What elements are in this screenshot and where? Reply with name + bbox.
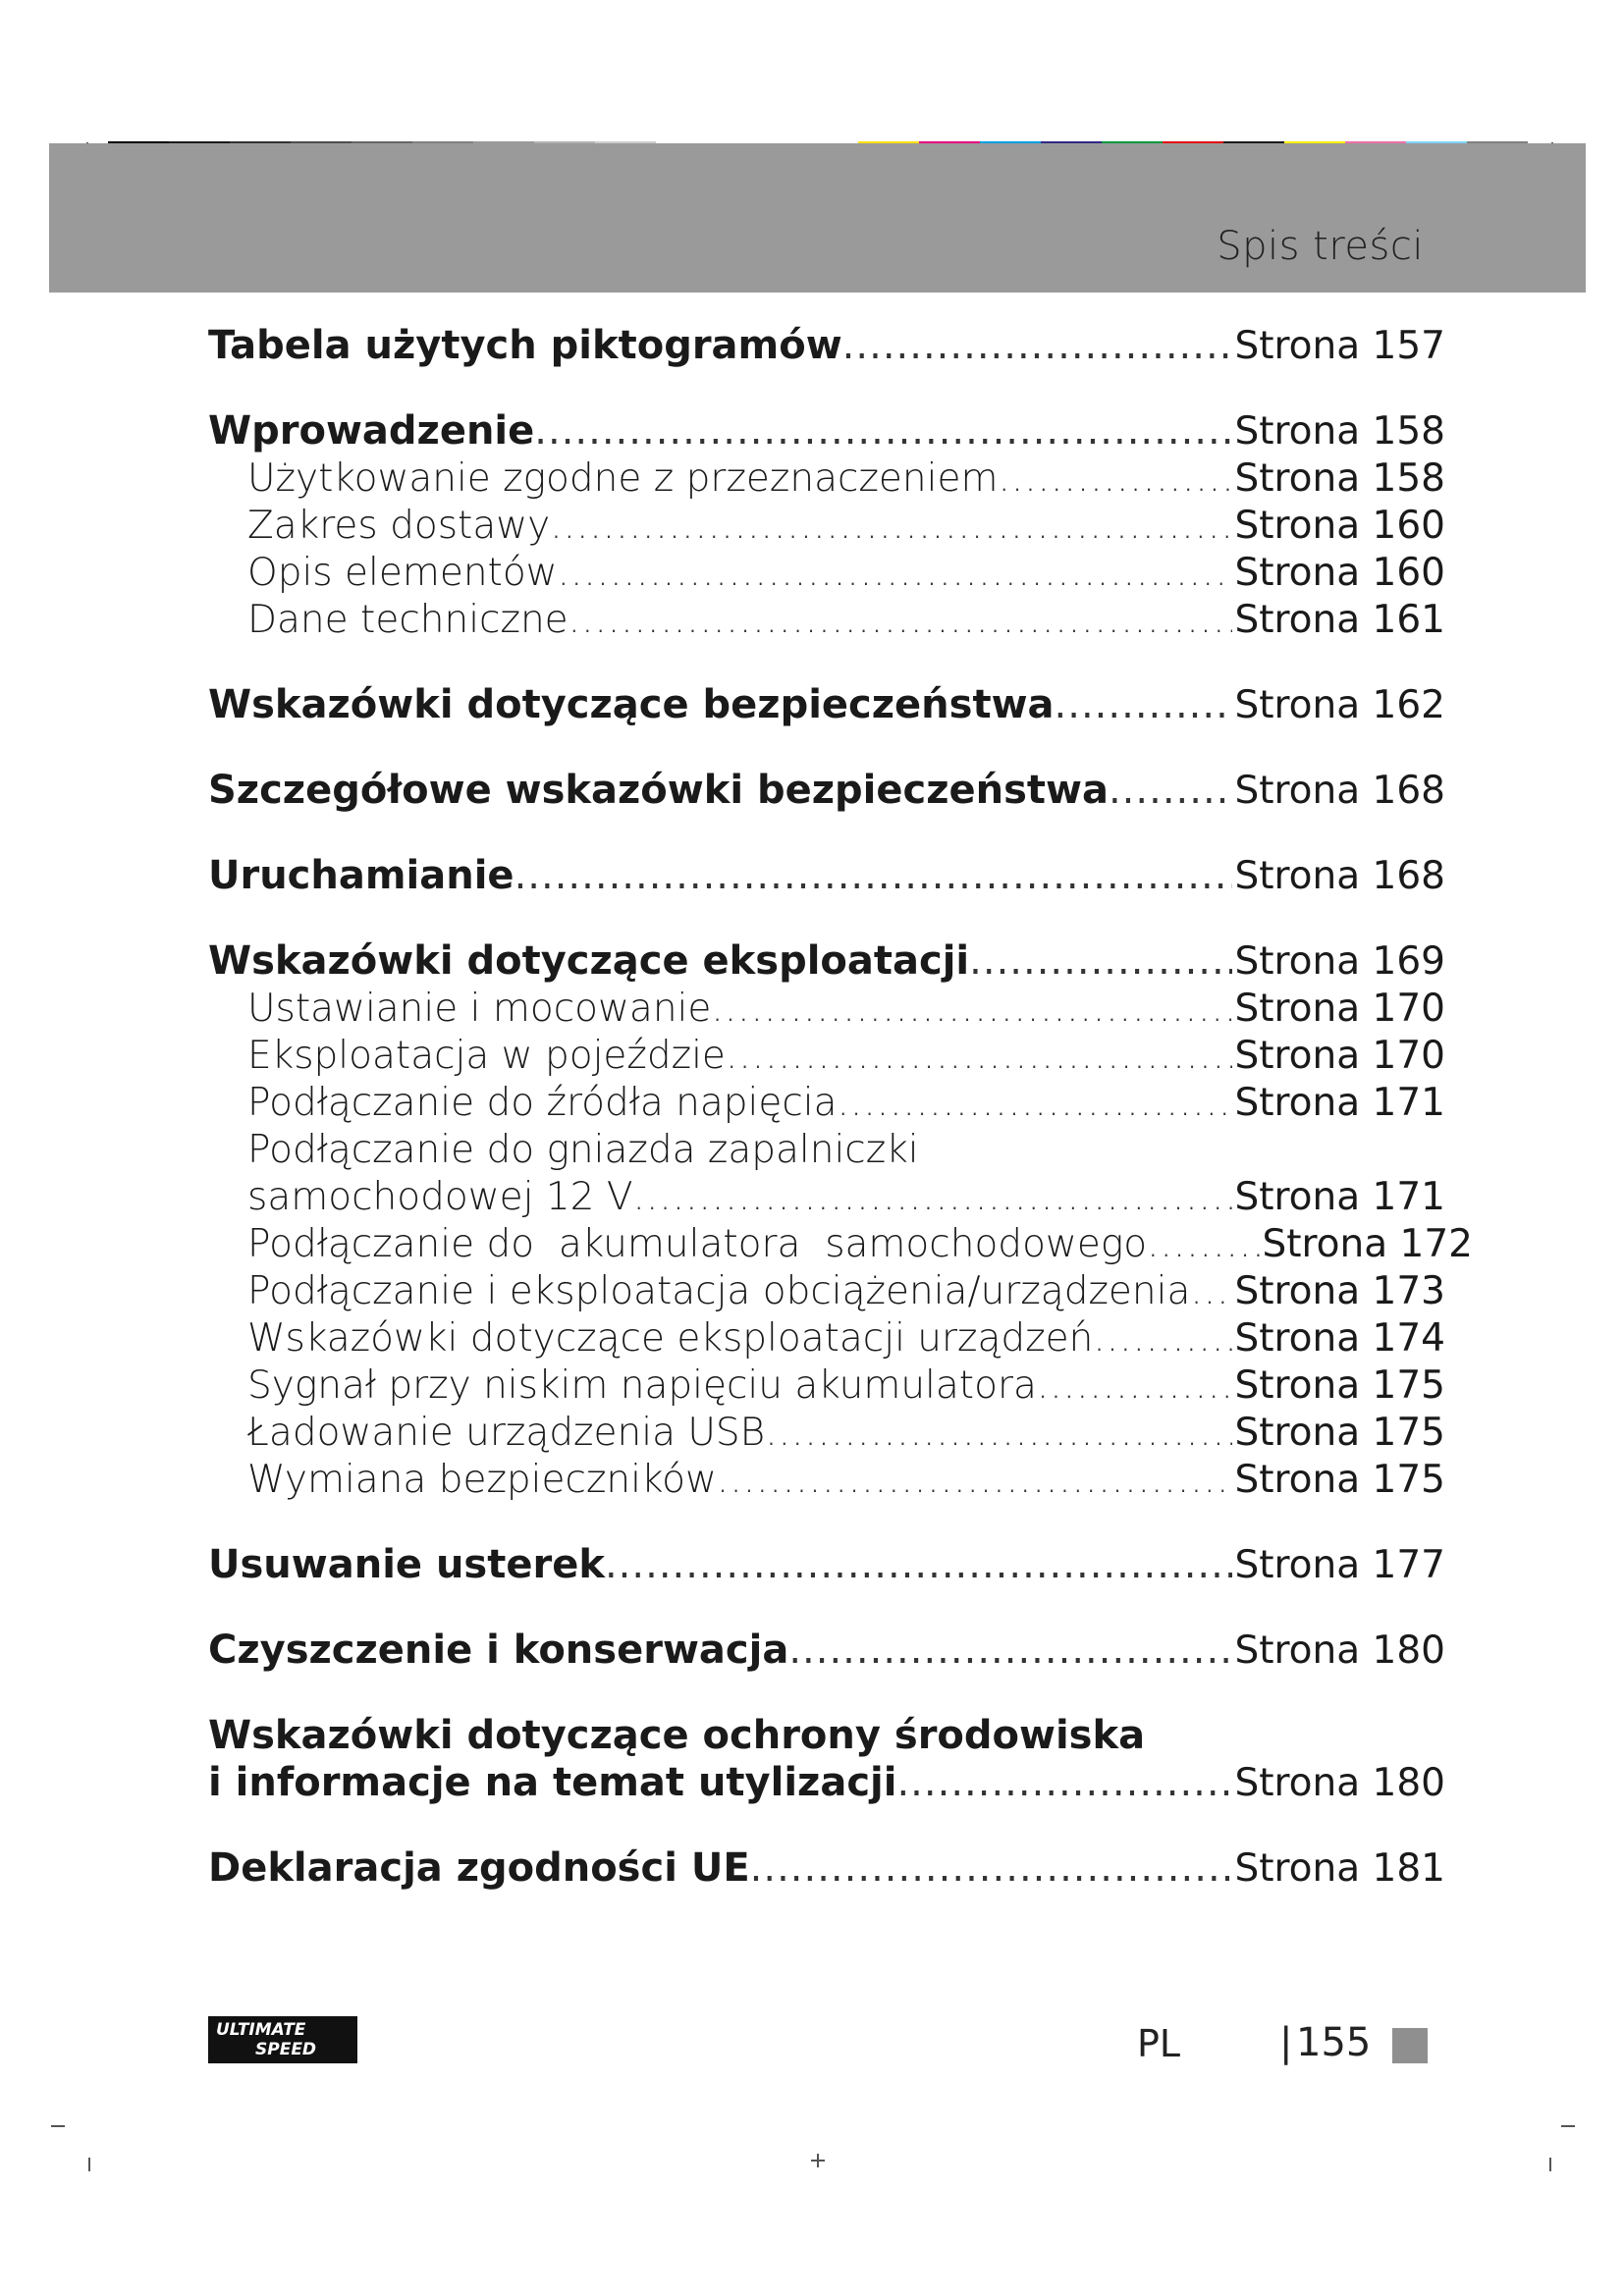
toc-subentry[interactable] bbox=[208, 597, 1445, 644]
toc-entry-label: Dane techniczne bbox=[247, 598, 568, 642]
leader-dots bbox=[1037, 1362, 1233, 1410]
toc-subentry[interactable] bbox=[208, 1221, 1473, 1268]
toc-entry[interactable] bbox=[208, 322, 1445, 370]
toc-entry-page: Strona 174 bbox=[1234, 1316, 1445, 1361]
brand-logo bbox=[208, 2016, 357, 2063]
page-number-separator: | bbox=[1279, 2020, 1293, 2065]
toc-entry-label: Podłączanie do akumulatora samochodowego bbox=[247, 1222, 1148, 1266]
crop-mark bbox=[88, 2158, 90, 2171]
toc-entry-label: Opis elementów bbox=[247, 551, 558, 595]
toc-entry-label: Eksploatacja w pojeździe bbox=[247, 1034, 726, 1078]
toc-entry-label: Deklaracja zgodności UE bbox=[208, 1845, 750, 1891]
toc-subentry[interactable] bbox=[208, 1315, 1445, 1362]
leader-dots bbox=[838, 1080, 1233, 1127]
leader-dots bbox=[1109, 767, 1233, 814]
toc-entry-label: Uruchamianie bbox=[208, 853, 514, 898]
brand-logo-line1: ULTIMATE bbox=[216, 2020, 306, 2040]
crop-mark bbox=[817, 2154, 819, 2167]
toc-entry-label: Wskazówki dotyczące eksploatacji bbox=[208, 938, 970, 984]
toc-entry-page: Strona 168 bbox=[1234, 769, 1445, 813]
toc-subentry[interactable] bbox=[208, 1033, 1445, 1080]
leader-dots bbox=[998, 455, 1232, 503]
section-header-bar bbox=[49, 143, 1586, 293]
toc-entry[interactable] bbox=[208, 407, 1445, 455]
toc-entry-label: Podłączanie do źródła napięcia bbox=[247, 1081, 838, 1125]
leader-dots bbox=[1147, 1221, 1260, 1268]
toc-entry-page: Strona 170 bbox=[1234, 987, 1445, 1031]
toc-subentry[interactable] bbox=[208, 1174, 1445, 1221]
toc-entry-label: Użytkowanie zgodne z przeznaczeniem bbox=[247, 456, 999, 501]
brand-logo-line2: SPEED bbox=[255, 2040, 317, 2059]
language-code: PL bbox=[1137, 2022, 1181, 2065]
toc-subentry[interactable] bbox=[208, 550, 1445, 597]
leader-dots bbox=[550, 503, 1232, 550]
leader-dots bbox=[711, 986, 1232, 1033]
toc-entry[interactable] bbox=[208, 1844, 1445, 1893]
leader-dots bbox=[605, 1541, 1233, 1588]
leader-dots bbox=[1055, 681, 1233, 728]
page-number: 155 bbox=[1296, 2020, 1372, 2065]
leader-dots bbox=[750, 1844, 1233, 1892]
toc-subentry[interactable] bbox=[208, 1268, 1445, 1315]
toc-entry[interactable] bbox=[208, 1627, 1445, 1675]
leader-dots bbox=[534, 407, 1232, 454]
leader-dots bbox=[1093, 1315, 1232, 1362]
toc-entry-label: Zakres dostawy bbox=[247, 504, 551, 548]
toc-entry-page: Strona 157 bbox=[1234, 324, 1445, 368]
toc-entry-page: Strona 171 bbox=[1234, 1081, 1445, 1125]
toc-entry-label: Ustawianie i mocowanie bbox=[247, 987, 712, 1031]
toc-entry-page: Strona 175 bbox=[1234, 1411, 1445, 1455]
leader-dots bbox=[1190, 1268, 1232, 1315]
crop-mark bbox=[1561, 2125, 1575, 2127]
toc-entry[interactable] bbox=[208, 937, 1445, 986]
leader-dots bbox=[568, 597, 1233, 644]
toc-entry-label: Wskazówki dotyczące eksploatacji urządzeń bbox=[247, 1316, 1094, 1361]
toc-entry-page: Strona 160 bbox=[1234, 504, 1445, 548]
page-title: Spis treści bbox=[1217, 224, 1424, 269]
toc-entry-page: Strona 175 bbox=[1234, 1363, 1445, 1408]
toc-entry-page: Strona 160 bbox=[1234, 551, 1445, 595]
toc-entry-page: Strona 177 bbox=[1234, 1543, 1445, 1587]
toc-entry-label: Sygnał przy niskim napięciu akumulatora bbox=[247, 1363, 1037, 1408]
toc-entry-page: Strona 180 bbox=[1234, 1629, 1445, 1673]
toc-entry-label: Wymiana bezpieczników bbox=[247, 1458, 717, 1502]
toc-entry-page: Strona 173 bbox=[1234, 1269, 1445, 1313]
toc-entry-label: Czyszczenie i konserwacja bbox=[208, 1628, 789, 1673]
table-of-contents bbox=[208, 322, 1473, 1893]
leader-dots bbox=[633, 1174, 1233, 1221]
leader-dots bbox=[842, 322, 1233, 369]
toc-entry[interactable] bbox=[208, 767, 1445, 815]
toc-entry-page: Strona 169 bbox=[1234, 939, 1445, 984]
toc-entry-label: Szczegółowe wskazówki bezpieczeństwa bbox=[208, 768, 1109, 813]
leader-dots bbox=[765, 1410, 1232, 1457]
toc-subentry[interactable] bbox=[208, 455, 1445, 503]
crop-mark bbox=[51, 2125, 65, 2127]
leader-dots bbox=[717, 1457, 1233, 1504]
leader-dots bbox=[726, 1033, 1233, 1080]
toc-entry-page: Strona 158 bbox=[1234, 456, 1445, 501]
toc-entry[interactable] bbox=[208, 1541, 1445, 1589]
toc-subentry[interactable] bbox=[208, 503, 1445, 550]
toc-entry-label: Usuwanie usterek bbox=[208, 1542, 605, 1587]
toc-entry-page: Strona 181 bbox=[1234, 1846, 1445, 1891]
toc-entry-page: Strona 180 bbox=[1234, 1761, 1445, 1805]
toc-subentry[interactable] bbox=[208, 1080, 1445, 1127]
toc-subentry-wrapped-line: Podłączanie do gniazda zapalniczki bbox=[247, 1128, 919, 1172]
toc-entry-page: Strona 170 bbox=[1234, 1034, 1445, 1078]
toc-entry-label: samochodowej 12 V bbox=[247, 1175, 633, 1219]
leader-dots bbox=[896, 1759, 1232, 1806]
toc-entry-page: Strona 175 bbox=[1234, 1458, 1445, 1502]
toc-entry[interactable] bbox=[208, 852, 1445, 900]
toc-entry-label: Wprowadzenie bbox=[208, 408, 535, 454]
toc-entry-label: i informacje na temat utylizacji bbox=[208, 1760, 897, 1805]
leader-dots bbox=[969, 937, 1232, 985]
toc-entry-label: Tabela użytych piktogramów bbox=[208, 323, 842, 368]
leader-dots bbox=[558, 550, 1233, 597]
toc-entry-label: Ładowanie urządzenia USB bbox=[247, 1411, 766, 1455]
toc-entry-page: Strona 161 bbox=[1234, 598, 1445, 642]
leader-dots bbox=[514, 852, 1233, 899]
toc-subentry[interactable] bbox=[208, 1362, 1445, 1410]
toc-entry-page: Strona 168 bbox=[1234, 854, 1445, 898]
toc-entry-page: Strona 158 bbox=[1234, 409, 1445, 454]
toc-entry[interactable] bbox=[208, 681, 1445, 729]
toc-subentry[interactable] bbox=[208, 1410, 1445, 1457]
crop-mark bbox=[1549, 2158, 1551, 2171]
toc-entry-page: Strona 162 bbox=[1234, 683, 1445, 727]
toc-entry-label: Podłączanie i eksploatacja obciążenia/urządzenia bbox=[247, 1269, 1191, 1313]
toc-subentry[interactable] bbox=[208, 1457, 1445, 1504]
toc-entry-page: Strona 171 bbox=[1234, 1175, 1445, 1219]
toc-entry-page: Strona 172 bbox=[1262, 1222, 1473, 1266]
toc-entry-wrapped-line: Wskazówki dotyczące ochrony środowiska bbox=[208, 1713, 1146, 1758]
toc-subentry[interactable] bbox=[208, 986, 1445, 1033]
toc-entry[interactable] bbox=[208, 1759, 1445, 1807]
page-marker-square bbox=[1392, 2028, 1428, 2063]
leader-dots bbox=[788, 1627, 1232, 1674]
toc-entry-label: Wskazówki dotyczące bezpieczeństwa bbox=[208, 682, 1055, 727]
